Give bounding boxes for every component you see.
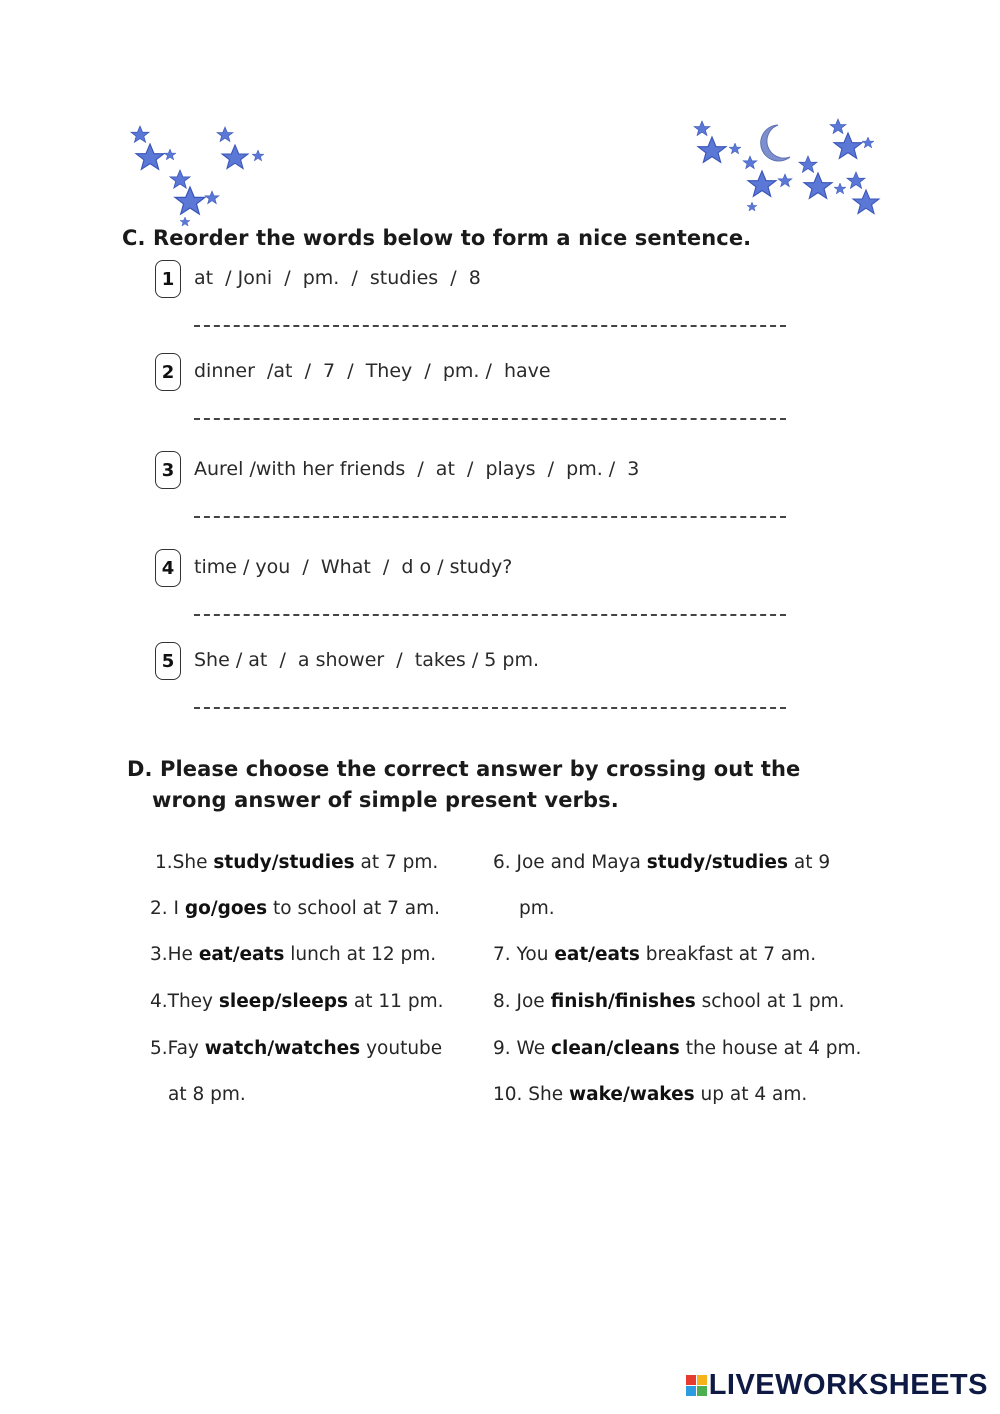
scrambled-words: Aurel /with her friends / at / plays / pm. / 3 xyxy=(194,458,640,480)
section-d-title-line2: wrong answer of simple present verbs. xyxy=(152,788,619,812)
scrambled-words: She / at / a shower / takes / 5 pm. xyxy=(194,649,539,671)
verb-item-8[interactable]: 8. Joe finish/finishes school at 1 pm. xyxy=(493,991,845,1012)
item-number-badge: 3 xyxy=(155,451,181,489)
verb-choice: eat/eats xyxy=(198,944,285,965)
item-number-badge: 1 xyxy=(155,260,181,298)
item-number-badge: 4 xyxy=(155,549,181,587)
verb-choice: finish/finishes xyxy=(550,991,696,1012)
verb-item-2[interactable]: 2. I go/goes to school at 7 am. xyxy=(150,898,440,919)
section-d-title-line1: D. Please choose the correct answer by crossing out the xyxy=(127,757,801,781)
item-number-badge: 5 xyxy=(155,642,181,680)
scrambled-words: dinner /at / 7 / They / pm. / have xyxy=(194,360,551,382)
scrambled-words: time / you / What / d o / study? xyxy=(194,556,513,578)
liveworksheets-logo[interactable] xyxy=(686,1369,988,1402)
verb-choice: go/goes xyxy=(184,898,268,919)
verb-choice: wake/wakes xyxy=(569,1084,695,1105)
answer-line[interactable] xyxy=(194,707,786,709)
verb-item-6-continuation: pm. xyxy=(519,898,555,919)
logo-mark-icon xyxy=(686,1375,707,1396)
brand-name: LIVEWORKSHEETS xyxy=(708,1369,988,1401)
verb-item-6[interactable]: 6. Joe and Maya study/studies at 9 xyxy=(493,852,831,873)
verb-item-5-continuation: at 8 pm. xyxy=(168,1084,246,1105)
stars-decoration-left xyxy=(120,120,280,230)
verb-choice: watch/watches xyxy=(204,1038,361,1059)
answer-line[interactable] xyxy=(194,516,786,518)
verb-choice: study/studies xyxy=(213,852,355,873)
verb-item-7[interactable]: 7. You eat/eats breakfast at 7 am. xyxy=(493,944,817,965)
answer-line[interactable] xyxy=(194,325,786,327)
answer-line[interactable] xyxy=(194,614,786,616)
verb-item-1[interactable]: 1.She study/studies at 7 pm. xyxy=(155,852,439,873)
verb-item-9[interactable]: 9. We clean/cleans the house at 4 pm. xyxy=(493,1038,862,1059)
moon-stars-decoration-right xyxy=(690,115,885,225)
verb-item-3[interactable]: 3.He eat/eats lunch at 12 pm. xyxy=(150,944,437,965)
answer-line[interactable] xyxy=(194,418,786,420)
verb-item-4[interactable]: 4.They sleep/sleeps at 11 pm. xyxy=(150,991,444,1012)
verb-choice: sleep/sleeps xyxy=(218,991,349,1012)
verb-choice: study/studies xyxy=(646,852,788,873)
section-c-title: C. Reorder the words below to form a nice sentence. xyxy=(122,226,752,250)
verb-item-5[interactable]: 5.Fay watch/watches youtube xyxy=(150,1038,443,1059)
verb-item-10[interactable]: 10. She wake/wakes up at 4 am. xyxy=(493,1084,808,1105)
scrambled-words: at / Joni / pm. / studies / 8 xyxy=(194,267,481,289)
verb-choice: clean/cleans xyxy=(551,1038,680,1059)
verb-choice: eat/eats xyxy=(554,944,640,965)
item-number-badge: 2 xyxy=(155,353,181,391)
